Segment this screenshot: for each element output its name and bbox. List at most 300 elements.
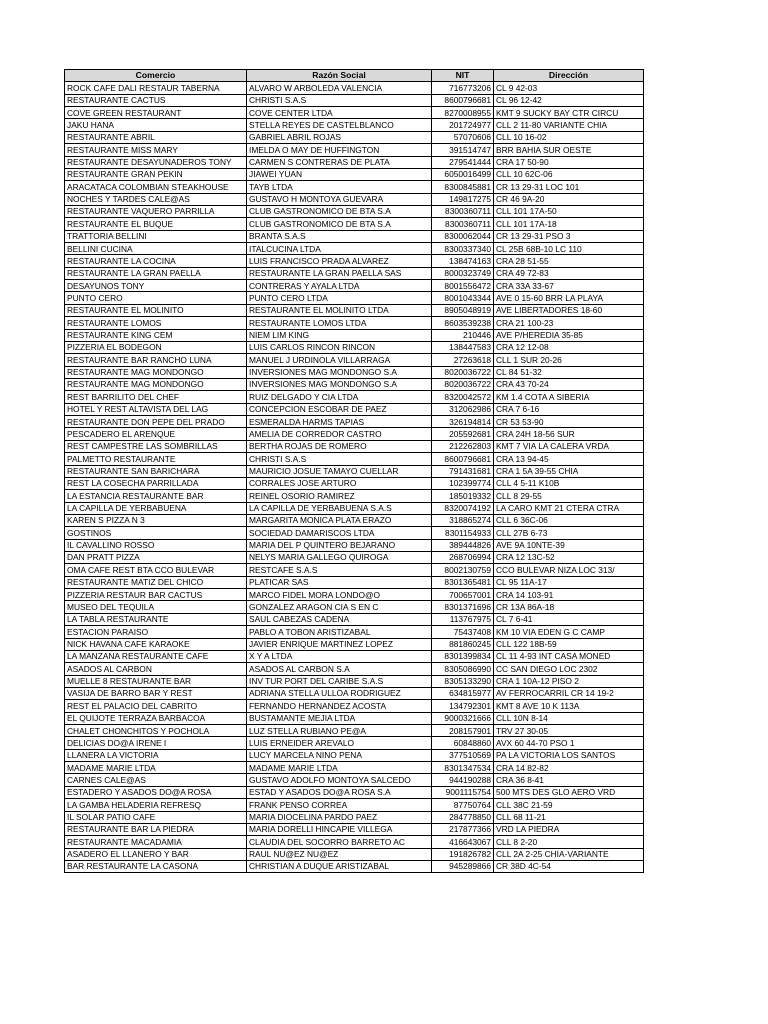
cell-razon-social: LUIS CARLOS RINCON RINCON [247,341,432,353]
cell-razon-social: INVERSIONES MAG MONDONGO S.A [247,378,432,390]
cell-comercio: IL SOLAR PATIO CAFE [65,811,247,823]
cell-razon-social: MARIA DEL P QUINTERO BEJARANO [247,539,432,551]
cell-direccion: AVE 0 15-60 BRR LA PLAYA [494,292,644,304]
table-row [65,687,644,699]
cell-comercio: REST EL PALACIO DEL CABRITO [65,700,247,712]
table-row [65,317,644,329]
table-row [65,255,644,267]
cell-comercio: LA GAMBA HELADERIA REFRESQ [65,799,247,811]
cell-nit: 389444826 [432,539,494,551]
cell-razon-social: LA CAPILLA DE YERBABUENA S.A.S [247,502,432,514]
table-row [65,440,644,452]
cell-razon-social: RESTAURANTE LOMOS LTDA [247,317,432,329]
cell-direccion: CR 13 29-31 PSO 3 [494,230,644,242]
cell-comercio: DAN PRATT PIZZA [65,552,247,564]
table-row [65,416,644,428]
cell-direccion: CLL 2A 2-25 CHIA-VARIANTE [494,848,644,860]
cell-nit: 205592681 [432,428,494,440]
cell-comercio: RESTAURANTE LOMOS [65,317,247,329]
cell-nit: 212262803 [432,440,494,452]
cell-razon-social: ITALCUCINA LTDA [247,243,432,255]
table-row [65,354,644,366]
cell-nit: 185019332 [432,490,494,502]
cell-direccion: CR 13 29-31 LOC 101 [494,181,644,193]
table-row [65,391,644,403]
cell-razon-social: MARCO FIDEL MORA LONDO@O [247,589,432,601]
table-row [65,107,644,119]
cell-comercio: REST BARRILITO DEL CHEF [65,391,247,403]
cell-direccion: CRA 13 94-45 [494,453,644,465]
table-row [65,280,644,292]
cell-razon-social: CLUB GASTRONOMICO DE BTA S.A [247,205,432,217]
cell-direccion: CLL 4 5-11 K10B [494,477,644,489]
cell-direccion: KMT 8 AVE 10 K 113A [494,700,644,712]
cell-direccion: CRA 1 10A-12 PISO 2 [494,675,644,687]
cell-nit: 113767975 [432,613,494,625]
cell-nit: 8320042572 [432,391,494,403]
cell-nit: 8600796681 [432,453,494,465]
cell-comercio: DESAYUNOS TONY [65,280,247,292]
cell-razon-social: LUIS ERNEIDER AREVALO [247,737,432,749]
table-row [65,490,644,502]
cell-razon-social: FERNANDO HERNANDEZ ACOSTA [247,700,432,712]
cell-direccion: CLL 101 17A-50 [494,205,644,217]
cell-razon-social: CLUB GASTRONOMICO DE BTA S.A [247,218,432,230]
cell-comercio: RESTAURANTE MAG MONDONGO [65,378,247,390]
cell-nit: 60848860 [432,737,494,749]
table-row [65,292,644,304]
cell-razon-social: PLATICAR SAS [247,576,432,588]
table-row [65,539,644,551]
cell-nit: 8301371696 [432,601,494,613]
table-row [65,267,644,279]
cell-direccion: CRA 28 51-55 [494,255,644,267]
table-row [65,799,644,811]
table-row [65,144,644,156]
cell-nit: 268706994 [432,552,494,564]
cell-razon-social: FRANK PENSO CORREA [247,799,432,811]
table-row [65,304,644,316]
table-row [65,576,644,588]
cell-comercio: IL CAVALLINO ROSSO [65,539,247,551]
table-row [65,193,644,205]
cell-nit: 201724977 [432,119,494,131]
cell-direccion: CCO BULEVAR NIZA LOC 313/ [494,564,644,576]
cell-direccion: CLL 10 62C-06 [494,168,644,180]
cell-direccion: CRA 49 72-83 [494,267,644,279]
cell-comercio: NICK HAVANA CAFE KARAOKE [65,638,247,650]
cell-comercio: CHALET CHONCHITOS Y POCHOLA [65,725,247,737]
cell-comercio: CARNES CALE@AS [65,774,247,786]
cell-razon-social: MARGARITA MONICA PLATA ERAZO [247,514,432,526]
cell-comercio: MUELLE 8 RESTAURANTE BAR [65,675,247,687]
cell-comercio: KAREN S PIZZA N 3 [65,514,247,526]
cell-nit: 217877366 [432,823,494,835]
cell-nit: 8000323749 [432,267,494,279]
cell-direccion: CL 7 6-41 [494,613,644,625]
cell-nit: 8020036722 [432,378,494,390]
table-row [65,156,644,168]
cell-nit: 8020036722 [432,366,494,378]
cell-nit: 8301365481 [432,576,494,588]
cell-direccion: KM 10 VIA EDEN G C CAMP [494,626,644,638]
cell-direccion: CLL 6 36C-06 [494,514,644,526]
cell-direccion: CLL 68 11-21 [494,811,644,823]
cell-razon-social: GONZALEZ ARAGON CIA S EN C [247,601,432,613]
table-row [65,725,644,737]
cell-razon-social: BERTHA ROJAS DE ROMERO [247,440,432,452]
table-row [65,218,644,230]
table-row [65,700,644,712]
cell-comercio: JAKU HANA [65,119,247,131]
cell-razon-social: IMELDA O MAY DE HUFFINGTON [247,144,432,156]
cell-razon-social: GUSTAVO H MONTOYA GUEVARA [247,193,432,205]
cell-razon-social: BUSTAMANTE MEJIA LTDA [247,712,432,724]
cell-comercio: ESTACION PARAISO [65,626,247,638]
cell-direccion: CC SAN DIEGO LOC 2302 [494,663,644,675]
cell-nit: 6050016499 [432,168,494,180]
cell-nit: 208157901 [432,725,494,737]
cell-razon-social: INV TUR PORT DEL CARIBE S.A.S [247,675,432,687]
cell-nit: 8905048919 [432,304,494,316]
cell-nit: 318865274 [432,514,494,526]
cell-comercio: LA MANZANA RESTAURANTE CAFE [65,650,247,662]
cell-comercio: RESTAURANTE MAG MONDONGO [65,366,247,378]
cell-direccion: CLL 38C 21-59 [494,799,644,811]
cell-direccion: AVE 9A 10NTE-39 [494,539,644,551]
cell-razon-social: GABRIEL ABRIL ROJAS [247,131,432,143]
cell-razon-social: MANUEL J URDINOLA VILLARRAGA [247,354,432,366]
cell-direccion: CRA 21 100-23 [494,317,644,329]
cell-razon-social: MAURICIO JOSUE TAMAYO CUELLAR [247,465,432,477]
cell-nit: 8320074192 [432,502,494,514]
table-row [65,119,644,131]
cell-razon-social: NIEM LIM KING [247,329,432,341]
table-row [65,205,644,217]
cell-razon-social: ADRIANA STELLA ULLOA RODRIGUEZ [247,687,432,699]
cell-comercio: RESTAURANTE LA COCINA [65,255,247,267]
cell-nit: 57070606 [432,131,494,143]
table-row [65,403,644,415]
cell-razon-social: CHRISTI S.A.S [247,94,432,106]
table-row [65,848,644,860]
cell-direccion: CRA 1 5A 39-55 CHIA [494,465,644,477]
cell-nit: 210446 [432,329,494,341]
cell-comercio: RESTAURANTE LA GRAN PAELLA [65,267,247,279]
cell-razon-social: CONCEPCION ESCOBAR DE PAEZ [247,403,432,415]
table-row [65,589,644,601]
table-row [65,329,644,341]
cell-razon-social: CLAUDIA DEL SOCORRO BARRETO AC [247,836,432,848]
cell-direccion: CLL 10 16-02 [494,131,644,143]
cell-razon-social: CONTRERAS Y AYALA LTDA [247,280,432,292]
cell-comercio: ARACATACA COLOMBIAN STEAKHOUSE [65,181,247,193]
cell-comercio: REST CAMPESTRE LAS SOMBRILLAS [65,440,247,452]
cell-comercio: HOTEL Y REST ALTAVISTA DEL LAG [65,403,247,415]
cell-comercio: RESTAURANTE BAR LA PIEDRA [65,823,247,835]
cell-nit: 944190288 [432,774,494,786]
cell-direccion: AV FERROCARRIL CR 14 19-2 [494,687,644,699]
cell-direccion: CRA 14 82-82 [494,762,644,774]
table-row [65,613,644,625]
cell-comercio: RESTAURANTE EL BUQUE [65,218,247,230]
cell-nit: 8300360711 [432,205,494,217]
cell-comercio: PIZZERIA RESTAUR BAR CACTUS [65,589,247,601]
cell-nit: 377510569 [432,749,494,761]
cell-nit: 881860245 [432,638,494,650]
table-row [65,453,644,465]
cell-direccion: LA CARO KMT 21 CTERA CTRA [494,502,644,514]
cell-nit: 9001115754 [432,786,494,798]
table-row [65,181,644,193]
cell-nit: 312062986 [432,403,494,415]
cell-comercio: ASADOS AL CARBON [65,663,247,675]
cell-direccion: CRA 12 12-08 [494,341,644,353]
cell-razon-social: CHRISTIAN A DUQUE ARISTIZABAL [247,861,432,873]
cell-direccion: CR 46 9A-20 [494,193,644,205]
cell-direccion: CRA 43 70-24 [494,378,644,390]
cell-direccion: CRA 33A 33-67 [494,280,644,292]
cell-direccion: CL 25B 68B-10 LC 110 [494,243,644,255]
cell-razon-social: ALVARO W ARBOLEDA VALENCIA [247,82,432,94]
cell-razon-social: MARIA DORELLI HINCAPIE VILLEGA [247,823,432,835]
cell-comercio: BELLINI CUCINA [65,243,247,255]
cell-nit: 87750764 [432,799,494,811]
cell-nit: 700657001 [432,589,494,601]
cell-comercio: LA CAPILLA DE YERBABUENA [65,502,247,514]
cell-direccion: CLL 101 17A-18 [494,218,644,230]
cell-nit: 8305086990 [432,663,494,675]
merchant-table [64,69,644,873]
table-row [65,378,644,390]
cell-nit: 391514747 [432,144,494,156]
cell-nit: 8300062044 [432,230,494,242]
cell-comercio: OMA CAFE REST BTA CCO BULEVAR [65,564,247,576]
cell-nit: 416643067 [432,836,494,848]
cell-nit: 8300337340 [432,243,494,255]
table-row [65,502,644,514]
cell-comercio: RESTAURANTE DON PEPE DEL PRADO [65,416,247,428]
cell-nit: 8301347534 [432,762,494,774]
header-comercio: Comercio [65,70,247,82]
table-row [65,564,644,576]
cell-comercio: EL QUIJOTE TERRAZA BARBACOA [65,712,247,724]
cell-comercio: TRATTORIA BELLINI [65,230,247,242]
cell-nit: 191826782 [432,848,494,860]
table-row [65,650,644,662]
cell-direccion: 500 MTS DES GLO AERO VRD [494,786,644,798]
cell-direccion: CR 13A 86A-18 [494,601,644,613]
cell-razon-social: TAYB LTDA [247,181,432,193]
cell-direccion: CLL 122 18B-59 [494,638,644,650]
cell-razon-social: LUCY MARCELA NINO PENA [247,749,432,761]
cell-nit: 138474163 [432,255,494,267]
table-row [65,811,644,823]
cell-razon-social: ASADOS AL CARBON S.A [247,663,432,675]
cell-direccion: CL 9 42-03 [494,82,644,94]
cell-razon-social: JIAWEI YUAN [247,168,432,180]
cell-comercio: DELICIAS DO@A IRENE I [65,737,247,749]
cell-comercio: PIZZERIA EL BODEGON [65,341,247,353]
cell-comercio: RESTAURANTE KING CEM [65,329,247,341]
cell-nit: 138447583 [432,341,494,353]
cell-comercio: LLANERA LA VICTORIA [65,749,247,761]
header-razon-social: Razón Social [247,70,432,82]
table-row [65,737,644,749]
cell-razon-social: RESTCAFE S.A.S [247,564,432,576]
cell-razon-social: CORRALES JOSE ARTURO [247,477,432,489]
cell-comercio: VASIJA DE BARRO BAR Y REST [65,687,247,699]
cell-razon-social: COVE CENTER LTDA [247,107,432,119]
table-row [65,762,644,774]
cell-razon-social: BRANTA S.A.S [247,230,432,242]
cell-nit: 8001043344 [432,292,494,304]
table-row [65,786,644,798]
cell-comercio: RESTAURANTE VAQUERO PARRILLA [65,205,247,217]
cell-nit: 8001556472 [432,280,494,292]
cell-direccion: CRA 12 13C-52 [494,552,644,564]
cell-nit: 9000321666 [432,712,494,724]
cell-razon-social: GUSTAVO ADOLFO MONTOYA SALCEDO [247,774,432,786]
cell-direccion: CR 53 53-90 [494,416,644,428]
table-row [65,663,644,675]
table-row [65,638,644,650]
cell-direccion: KM 1.4 COTA A SIBERIA [494,391,644,403]
cell-nit: 8300360711 [432,218,494,230]
cell-comercio: ESTADERO Y ASADOS DO@A ROSA [65,786,247,798]
cell-comercio: PALMETTO RESTAURANTE [65,453,247,465]
table-row [65,774,644,786]
cell-razon-social: PUNTO CERO LTDA [247,292,432,304]
table-row [65,230,644,242]
header-nit: NIT [432,70,494,82]
cell-comercio: RESTAURANTE MISS MARY [65,144,247,156]
cell-direccion: VRD LA PIEDRA [494,823,644,835]
table-row [65,465,644,477]
header-direccion: Dirección [494,70,644,82]
cell-direccion: CRA 36 8-41 [494,774,644,786]
cell-comercio: RESTAURANTE MACADAMIA [65,836,247,848]
cell-comercio: RESTAURANTE MATIZ DEL CHICO [65,576,247,588]
cell-nit: 8603539238 [432,317,494,329]
table-row [65,514,644,526]
cell-razon-social: ESTAD Y ASADOS DO@A ROSA S.A [247,786,432,798]
cell-comercio: MADAME MARIE LTDA [65,762,247,774]
cell-comercio: GOSTINOS [65,527,247,539]
table-row [65,675,644,687]
cell-comercio: RESTAURANTE SAN BARICHARA [65,465,247,477]
cell-nit: 27263618 [432,354,494,366]
cell-razon-social: ESMERALDA HARMS TAPIAS [247,416,432,428]
cell-nit: 634815977 [432,687,494,699]
table-row [65,366,644,378]
cell-comercio: COVE GREEN RESTAURANT [65,107,247,119]
table-row [65,527,644,539]
cell-nit: 8002130759 [432,564,494,576]
cell-comercio: PESCADERO EL ARENQUE [65,428,247,440]
cell-direccion: CLL 8 29-55 [494,490,644,502]
table-row [65,626,644,638]
cell-direccion: KMT 7 VIA LA CALERA VRDA [494,440,644,452]
cell-nit: 284778850 [432,811,494,823]
table-row [65,712,644,724]
cell-comercio: RESTAURANTE CACTUS [65,94,247,106]
table-row [65,552,644,564]
cell-comercio: RESTAURANTE DESAYUNADEROS TONY [65,156,247,168]
cell-nit: 279541444 [432,156,494,168]
cell-razon-social: NELYS MARIA GALLEGO QUIROGA [247,552,432,564]
cell-nit: 8270008955 [432,107,494,119]
cell-razon-social: REINEL OSORIO RAMIREZ [247,490,432,502]
cell-comercio: RESTAURANTE ABRIL [65,131,247,143]
cell-nit: 8600796681 [432,94,494,106]
cell-comercio: REST LA COSECHA PARRILLADA [65,477,247,489]
cell-razon-social: MADAME MARIE LTDA [247,762,432,774]
cell-nit: 326194814 [432,416,494,428]
cell-direccion: CL 84 51-32 [494,366,644,378]
cell-direccion: CRA 17 50-90 [494,156,644,168]
cell-razon-social: CHRISTI S.A.S [247,453,432,465]
cell-nit: 8305133290 [432,675,494,687]
cell-nit: 8301154933 [432,527,494,539]
cell-razon-social: LUIS FRANCISCO PRADA ALVAREZ [247,255,432,267]
table-row [65,601,644,613]
table-row [65,243,644,255]
table-row [65,341,644,353]
cell-razon-social: SOCIEDAD DAMARISCOS LTDA [247,527,432,539]
cell-direccion: KMT 9 SUCKY BAY CTR CIRCU [494,107,644,119]
cell-direccion: CL 96 12-42 [494,94,644,106]
cell-comercio: RESTAURANTE EL MOLINITO [65,304,247,316]
cell-comercio: ROCK CAFE DALI RESTAUR TABERNA [65,82,247,94]
cell-comercio: LA TABLA RESTAURANTE [65,613,247,625]
table-row [65,477,644,489]
cell-razon-social: PABLO A TOBON ARISTIZABAL [247,626,432,638]
table-body [65,82,644,873]
table-row [65,131,644,143]
table-row [65,861,644,873]
cell-nit: 102399774 [432,477,494,489]
cell-razon-social: LUZ STELLA RUBIANO PE@A [247,725,432,737]
cell-nit: 716773206 [432,82,494,94]
cell-direccion: CRA 14 103-91 [494,589,644,601]
cell-direccion: CR 38D 4C-54 [494,861,644,873]
cell-direccion: AVX 60 44-70 PSO 1 [494,737,644,749]
table-row [65,749,644,761]
cell-nit: 8300845881 [432,181,494,193]
cell-nit: 791431681 [432,465,494,477]
cell-comercio: MUSEO DEL TEQUILA [65,601,247,613]
cell-razon-social: STELLA REYES DE CASTELBLANCO [247,119,432,131]
cell-direccion: CLL 2 11-80 VARIANTE CHIA [494,119,644,131]
cell-razon-social: MARIA DIOCELINA PARDO PAEZ [247,811,432,823]
cell-razon-social: RESTAURANTE EL MOLINITO LTDA [247,304,432,316]
cell-comercio: RESTAURANTE BAR RANCHO LUNA [65,354,247,366]
cell-razon-social: RAUL NU@EZ NU@EZ [247,848,432,860]
cell-direccion: CL 11 4-93 INT CASA MONED [494,650,644,662]
cell-razon-social: RESTAURANTE LA GRAN PAELLA SAS [247,267,432,279]
cell-razon-social: CARMEN S CONTRERAS DE PLATA [247,156,432,168]
cell-comercio: LA ESTANCIA RESTAURANTE BAR [65,490,247,502]
cell-direccion: CLL 10N 8-14 [494,712,644,724]
cell-nit: 945289866 [432,861,494,873]
cell-direccion: BRR BAHIA SUR OESTE [494,144,644,156]
cell-direccion: CL 95 11A-17 [494,576,644,588]
cell-nit: 75437408 [432,626,494,638]
cell-nit: 134792301 [432,700,494,712]
cell-razon-social: X Y A LTDA [247,650,432,662]
table-row [65,94,644,106]
